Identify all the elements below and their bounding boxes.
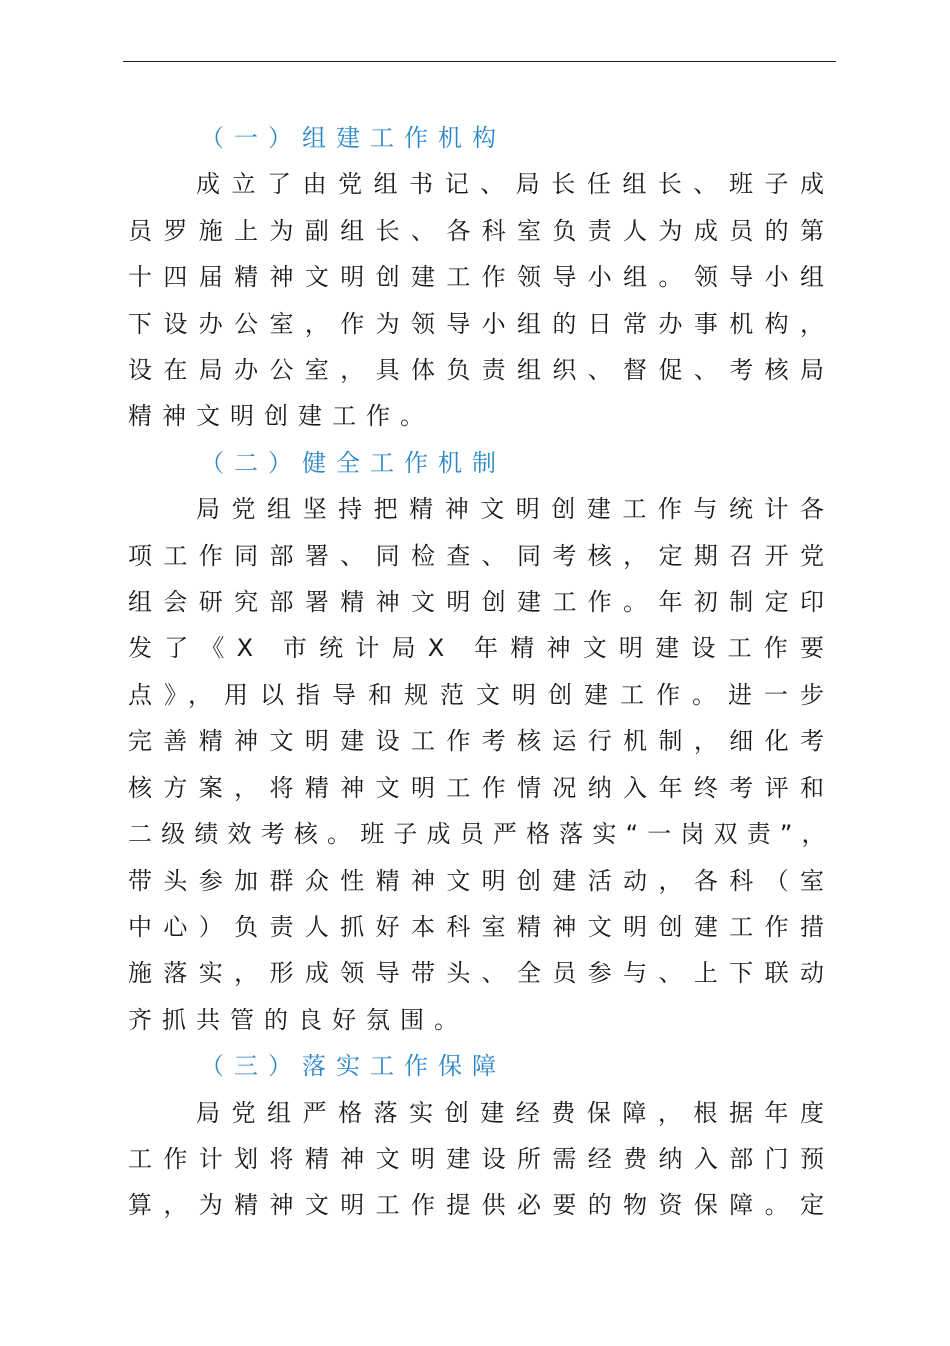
text-line: 员罗施上为副组长、各科室负责人为成员的第 [128,216,834,245]
text-line: 中心）负责人抓好本科室精神文明创建工作措 [128,912,834,941]
text-line: 局党组严格落实创建经费保障，根据年度 [196,1098,834,1127]
section-heading-1: （一）组建工作机构 [200,124,506,152]
text-line: 成立了由党组书记、局长任组长、班子成 [196,170,834,199]
text-line: 点》，用以指导和规范文明创建工作。进一步 [128,680,834,709]
header-rule [123,61,836,62]
section-heading-2: （二）健全工作机制 [200,448,506,477]
text-line: 项工作同部署、同检查、同考核，定期召开党 [128,541,834,570]
text-line: 组会研究部署精神文明创建工作。年初制定印 [128,588,834,617]
text-line: 施落实，形成领导带头、全员参与、上下联动 [128,959,834,988]
text-line: 带头参加群众性精神文明创建活动，各科（室 [128,866,834,895]
document-body [128,115,848,1229]
section-paragraph-2 [128,486,834,1043]
text-line: 十四届精神文明创建工作领导小组。领导小组 [128,263,834,292]
text-line: 精神文明创建工作。 [128,402,434,431]
text-line: 工作计划将精神文明建设所需经费纳入部门预 [128,1144,834,1173]
text-line: 设在局办公室，具体负责组织、督促、考核局 [128,356,834,385]
text-line: 算，为精神文明工作提供必要的物资保障。定 [128,1191,834,1220]
text-line: 下设办公室，作为领导小组的日常办事机构， [128,309,834,338]
section-heading-3: （三）落实工作保障 [200,1052,506,1081]
text-line: 核方案，将精神文明工作情况纳入年终考评和 [128,773,834,802]
text-line: 齐抓共管的良好氛围。 [128,1005,468,1034]
text-line: 二级绩效考核。班子成员严格落实“一岗双责”， [128,820,834,849]
section-paragraph-3 [128,1090,834,1229]
text-line: 局党组坚持把精神文明创建工作与统计各 [196,495,834,524]
text-line: 完善精神文明建设工作考核运行机制，细化考 [128,727,834,756]
section-paragraph-1 [128,161,834,439]
text-line: 发了《X 市统计局X 年精神文明建设工作要 [128,634,834,663]
